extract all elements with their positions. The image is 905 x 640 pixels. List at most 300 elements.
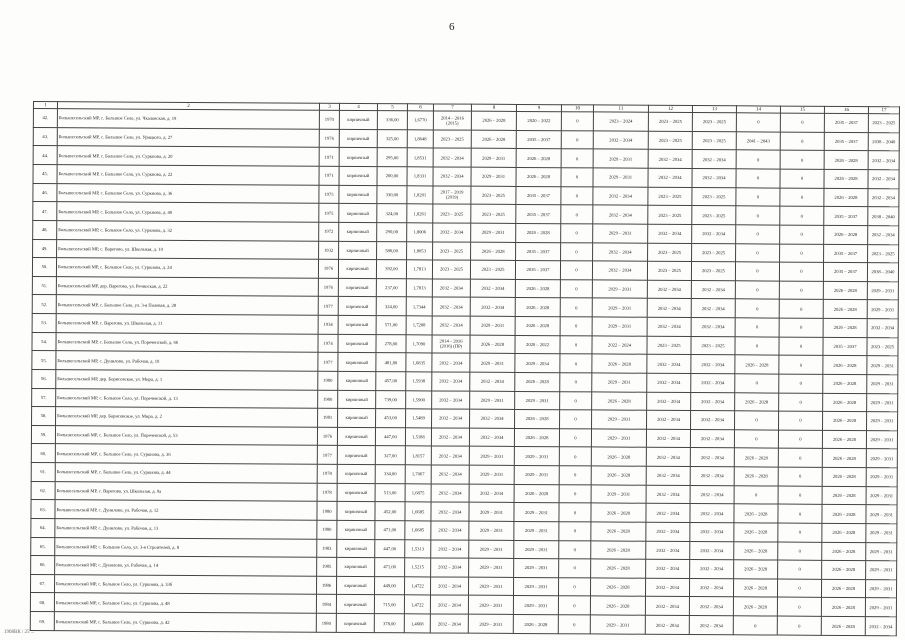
table-cell: 2032 – 2034	[470, 298, 515, 317]
table-cell: 2032 – 2034	[430, 595, 468, 614]
table-cell: 2026 – 2028	[471, 130, 516, 149]
table-cell: 0	[780, 132, 824, 151]
table-cell: 2023 – 2025	[648, 206, 692, 225]
table-cell: 2026 – 2028	[824, 151, 868, 170]
table-cell: 0	[778, 560, 822, 579]
table-cell: 2029 – 2031	[591, 485, 646, 504]
table-cell: 1975	[319, 204, 339, 223]
table-cell: 2032 – 2034	[432, 353, 470, 372]
table-cell: 2026 – 2028	[735, 355, 779, 374]
table-cell: 2026 – 2028	[823, 318, 867, 337]
table-cell: 1,7090	[406, 334, 432, 353]
address-cell: Большесельский МР, с. Варегово, ул. Школьная, д. 10	[57, 239, 319, 259]
table-cell: 2032 – 2034	[469, 428, 514, 447]
table-cell: 2035 – 2037	[823, 337, 867, 356]
table-cell: 2014 – 2016 (2015)	[433, 111, 471, 130]
table-cell: 0	[779, 337, 823, 356]
address-cell: Большесельский МР, с. Большое Село, ул. Суркнова, д. 20	[57, 146, 319, 166]
table-cell: 2032 – 2034	[689, 616, 733, 635]
table-cell: 471,00	[375, 521, 405, 540]
table-cell: 2032 – 2034	[646, 559, 690, 578]
table-cell: 2029 – 2031	[593, 168, 648, 187]
table-cell: 2029 – 2031	[468, 596, 513, 615]
table-cell: 68.	[30, 593, 54, 612]
table-cell: 2032 – 2034	[648, 168, 692, 187]
table-cell: 2032 – 2034	[692, 150, 736, 169]
table-cell: 2026 – 2028	[514, 484, 559, 503]
table-cell: 2026 – 2028	[592, 391, 647, 410]
table-cell: 67.	[30, 574, 54, 593]
header-cell: 6	[407, 104, 433, 111]
table-cell: 2032 – 2034	[593, 187, 648, 206]
table-cell: 2032 – 2034	[645, 615, 689, 634]
table-cell: кирпичный	[338, 390, 376, 409]
table-cell: 295,00	[377, 148, 407, 167]
table-cell: 2023 – 2025	[868, 244, 899, 263]
address-cell: Большесельский МР, с. Варегово, ул. Школьная, д. 11	[56, 314, 318, 334]
table-cell: 2032 – 2034	[433, 167, 471, 186]
table-cell: 2026 – 2028	[591, 466, 646, 485]
table-cell: 1,7208	[406, 316, 432, 335]
table-cell: 2032 – 2034	[691, 280, 735, 299]
table-cell: 63.	[31, 500, 55, 519]
table-cell: 0	[735, 411, 779, 430]
table-cell: 1,7067	[405, 465, 431, 484]
page-footer: 1908ВК / 25 ...	[4, 630, 35, 635]
table-cell: 1980	[317, 520, 337, 539]
table-cell: 64.	[31, 518, 55, 537]
table-cell: 0	[778, 486, 822, 505]
table-cell: 1976	[318, 259, 338, 278]
table-cell: 1934	[318, 315, 338, 334]
table-cell: 2035 – 2037	[515, 261, 560, 280]
table-cell: 2032 – 2034	[430, 577, 468, 596]
table-cell: 2035 – 2037	[516, 205, 561, 224]
table-cell: 2032 – 2034	[867, 319, 898, 338]
table-cell: 2029 – 2031	[514, 447, 559, 466]
table-cell: 2026 – 2028	[516, 149, 561, 168]
table-cell: кирпичный	[338, 297, 376, 316]
address-cell: Большесельский МР, с. Большое Село, ул. Суркнова, д. 36	[57, 183, 319, 203]
table-cell: 2032 – 2034	[432, 409, 470, 428]
table-cell: 2029 – 2031	[471, 223, 516, 242]
table-cell: 200,00	[377, 167, 407, 186]
table-cell: 2029 – 2031	[471, 149, 516, 168]
table-cell: 2032 – 2034	[648, 224, 692, 243]
address-cell: Большесельский МР, с. Большое Село, ул. Суркнова, д. 32	[57, 221, 319, 241]
table-cell: кирпичный	[336, 595, 374, 614]
table-cell: 0	[735, 299, 779, 318]
table-cell: 1,4722	[404, 577, 430, 596]
table-cell: 61.	[31, 463, 55, 482]
table-cell: 0	[778, 448, 822, 467]
table-cell: 0	[560, 317, 592, 336]
table-cell: 2029 – 2031	[866, 430, 897, 449]
table-cell: 2032 – 2034	[690, 429, 734, 448]
table-cell: 2029 – 2031	[469, 558, 514, 577]
table-cell: 2029 – 2031	[470, 391, 515, 410]
table-cell: 2023 – 2025	[867, 337, 898, 356]
address-cell: Большесельский МР, с. Большое Село, ул. Пореченской, д. 53	[55, 425, 317, 445]
table-cell: 2023 – 2025	[647, 261, 691, 280]
table-cell: 0	[779, 355, 823, 374]
table-cell: 1974	[318, 334, 338, 353]
table-cell: 1980	[318, 371, 338, 390]
table-cell: 0	[561, 224, 593, 243]
table-cell: кирпичный	[337, 558, 375, 577]
address-cell: Большесельский МР, с. Большое Село, ул. Суркнова, д. 36	[55, 444, 317, 464]
table-cell: 0	[735, 281, 779, 300]
table-cell: 2032 – 2034	[689, 597, 733, 616]
table-cell: 2032 – 2034	[646, 429, 690, 448]
table-cell: 1,4668	[404, 614, 430, 633]
table-cell: 1,7344	[406, 297, 432, 316]
table-cell: кирпичный	[339, 148, 377, 167]
table-cell: 43.	[33, 127, 57, 146]
table-cell: 2032 – 2034	[868, 151, 899, 170]
table-cell: 0	[778, 504, 822, 523]
table-cell: 1,8331	[407, 167, 433, 186]
header-cell: 11	[593, 105, 648, 113]
table-cell: 2029 – 2031	[866, 561, 897, 580]
table-cell: 2032 – 2034	[431, 502, 469, 521]
table-cell: 1,5900	[406, 390, 432, 409]
table-cell: 2029 – 2031	[867, 412, 898, 431]
table-cell: 2029 – 2034	[515, 354, 560, 373]
table-cell: 2032 – 2034	[690, 467, 734, 486]
table-cell: 2023 – 2025	[432, 260, 470, 279]
header-cell: 8	[471, 104, 516, 111]
table-cell: 1980	[317, 502, 337, 521]
table-cell: 1,7813	[406, 260, 432, 279]
table-cell: кирпичный	[336, 613, 374, 632]
table-cell: 0	[559, 447, 591, 466]
table-cell: 2032 – 2034	[868, 188, 899, 207]
table-cell: 1,5489	[406, 409, 432, 428]
table-cell: кирпичный	[339, 111, 377, 130]
table-cell: 0	[777, 597, 821, 616]
table-cell: 2023 – 2025	[433, 204, 471, 223]
table-cell: 2032 – 2034	[430, 614, 468, 633]
table-cell: 2029 – 2031	[867, 281, 898, 300]
table-cell: 0	[561, 168, 593, 187]
table-cell: 2023 – 2025	[648, 131, 692, 150]
table-cell: 2026 – 2028	[471, 242, 516, 261]
table-cell: 2032 – 2034	[646, 541, 690, 560]
table-cell: 0	[736, 187, 780, 206]
table-cell: 0	[560, 298, 592, 317]
table-cell: 513,00	[375, 483, 405, 502]
table-cell: 2032 – 2034	[593, 131, 648, 150]
table-cell: 2029 – 2031	[468, 614, 513, 633]
table-cell: 2029 – 2031	[592, 373, 647, 392]
header-cell: 16	[824, 106, 868, 113]
table-cell: 2029 – 2031	[591, 429, 646, 448]
table-cell: 0	[779, 411, 823, 430]
table-cell: 0	[559, 503, 591, 522]
table-cell: 2029 – 2031	[514, 503, 559, 522]
table-cell: 2032 – 2034	[431, 558, 469, 577]
table-cell: 2026 – 2028	[734, 541, 778, 560]
table-cell: 2029 – 2031	[468, 577, 513, 596]
table-cell: 481,80	[376, 353, 406, 372]
table-cell: 2032 – 2034	[646, 448, 690, 467]
table-cell: кирпичный	[338, 409, 376, 428]
table-cell: 1,8261	[407, 204, 433, 223]
table-cell: 2026 – 2028	[821, 579, 865, 598]
table-cell: 2029 – 2031	[515, 391, 560, 410]
table-cell: 2029 – 2031	[592, 410, 647, 429]
table-cell: кирпичный	[338, 353, 376, 372]
table-cell: 325,00	[377, 129, 407, 148]
table-cell: 2026 – 2028	[592, 354, 647, 373]
table-cell: 2026 – 2028	[734, 504, 778, 523]
table-cell: 2026 – 2028	[471, 111, 516, 130]
table-cell: 2029 – 2031	[867, 356, 898, 375]
table-cell: 0	[779, 299, 823, 318]
table-cell: 336,00	[377, 111, 407, 130]
table-cell: 2026 – 2028	[590, 578, 645, 597]
table-cell: кирпичный	[337, 483, 375, 502]
table-cell: 2029 – 2031	[593, 149, 648, 168]
table-cell: 59.	[31, 425, 55, 444]
table-cell: 1977	[317, 446, 337, 465]
table-cell: 2032 – 2034	[690, 560, 734, 579]
table-cell: 2032 – 2034	[647, 355, 691, 374]
table-cell: 2026 – 2028	[822, 449, 866, 468]
table-cell: 2026 – 2028	[516, 223, 561, 242]
table-cell: 0	[780, 113, 824, 132]
table-cell: 0	[780, 188, 824, 207]
table-cell: кирпичный	[338, 371, 376, 390]
table-cell: 2032 – 2034	[647, 410, 691, 429]
table-cell: 51.	[32, 276, 56, 295]
table-cell: 0	[735, 318, 779, 337]
table-cell: 2032 – 2034	[470, 279, 515, 298]
table-cell: 1983	[317, 539, 337, 558]
table-cell: 2032 – 2034	[647, 280, 691, 299]
address-cell: Большесельский МР, с. Большое Село, ул. 3-я Полевая, д. 28	[56, 295, 318, 315]
header-cell: 7	[433, 104, 471, 111]
table-cell: 1978	[317, 483, 337, 502]
table-cell: 2023 – 2025	[648, 187, 692, 206]
table-cell: 2029 – 2031	[592, 280, 647, 299]
table-cell: 1976	[317, 427, 337, 446]
table-cell: 2026 – 2028	[822, 542, 866, 561]
table-cell: 2026 – 2028	[824, 188, 868, 207]
table-cell: 1,5938	[406, 372, 432, 391]
table-cell: 0	[559, 466, 591, 485]
table-cell: кирпичный	[337, 520, 375, 539]
address-cell: Большесельский МР, с. Большое Село, ул. Суркнова, д. 24	[56, 258, 318, 278]
table-cell: 447,00	[375, 539, 405, 558]
header-cell: 15	[780, 106, 824, 113]
table-cell: 2023 – 2025	[691, 262, 735, 281]
table-cell: 2029 – 2031	[514, 465, 559, 484]
page-number: 6	[449, 21, 455, 33]
table-cell: 0	[780, 206, 824, 225]
table-cell: 0	[736, 206, 780, 225]
table-cell: 50.	[32, 258, 56, 277]
table-cell: 1,6685	[405, 502, 431, 521]
table-cell: 1,6770	[407, 111, 433, 130]
table-cell: 2026 – 2028	[591, 522, 646, 541]
table-cell: 0	[558, 615, 590, 634]
table-cell: 237,00	[376, 278, 406, 297]
header-cell: 10	[561, 105, 593, 112]
table-cell: 2026 – 2028	[591, 503, 646, 522]
header-cell: 9	[516, 104, 561, 111]
table-cell: 2032 – 2034	[691, 392, 735, 411]
table-cell: 2029 – 2031	[592, 298, 647, 317]
table-cell: 2029 – 2031	[469, 540, 514, 559]
table-cell: 42.	[33, 109, 57, 128]
table-cell: 2029 – 2031	[592, 317, 647, 336]
table-cell: 2035 – 2037	[823, 263, 867, 282]
table-cell: 2032 – 2034	[692, 224, 736, 243]
table-cell: 0	[560, 354, 592, 373]
table-cell: 2032 – 2034	[432, 372, 470, 391]
table-cell: 2026 – 2028	[824, 225, 868, 244]
table-cell: 2023 – 2025	[692, 187, 736, 206]
table-cell: 2023 – 2025	[648, 112, 692, 131]
table-body	[30, 102, 899, 636]
table-cell: 47.	[33, 202, 57, 221]
table-cell: 2035 – 2037	[824, 207, 868, 226]
table-cell: 2032 – 2034	[431, 484, 469, 503]
table-cell: 2032 – 2034	[648, 150, 692, 169]
table-cell: 2022 – 2024	[592, 336, 647, 355]
table-cell: 1,7813	[406, 279, 432, 298]
table-cell: 2026 – 2028	[822, 430, 866, 449]
address-cell: Большесельский МР, дер. Борисовское, ул. Мира, д. 2	[56, 407, 318, 427]
table-cell: 2020 – 2022	[515, 335, 560, 354]
table-cell: 0	[561, 242, 593, 261]
table-cell: 0	[561, 205, 593, 224]
table-cell: 2026 – 2028	[515, 316, 560, 335]
table-cell: 2023 – 2025	[471, 204, 516, 223]
table-cell: 2035 – 2037	[824, 132, 868, 151]
table-cell: 2026 – 2028	[515, 298, 560, 317]
table-cell: 2032 – 2034	[646, 466, 690, 485]
table-cell: 2029 – 2031	[469, 521, 514, 540]
table-cell: 2032 – 2034	[431, 428, 469, 447]
table-cell: 2029 – 2031	[866, 486, 897, 505]
table-cell: 0	[779, 281, 823, 300]
table-cell: 2029 – 2031	[469, 502, 514, 521]
address-cell: Большесельский МР, с. Большое Село, ул. Суркнова, д. 44	[55, 463, 317, 483]
table-cell: 2026 – 2028	[470, 335, 515, 354]
table-cell: 0	[779, 318, 823, 337]
table-cell: 1980	[316, 613, 336, 632]
table-cell: 2023 – 2025	[647, 336, 691, 355]
table-cell: 2026 – 2028	[822, 505, 866, 524]
table-cell: 0	[778, 523, 822, 542]
table-cell: 2032 – 2034	[690, 448, 734, 467]
table-cell: 2026 – 2028	[733, 579, 777, 598]
table-cell: 44.	[33, 146, 57, 165]
table-cell: 2023 – 2025	[433, 130, 471, 149]
table-cell: 2032 – 2034	[865, 617, 896, 636]
table-cell: 0	[779, 374, 823, 393]
table-cell: 2032 – 2034	[646, 504, 690, 523]
address-cell: Большесельский МР, дер. Борисовское, ул. Мира, д. 1	[56, 370, 318, 390]
table-cell: 586,00	[377, 241, 407, 260]
table-cell: 2032 – 2034	[647, 317, 691, 336]
table-cell: 1978	[317, 464, 337, 483]
table-cell: 2032 – 2034	[432, 279, 470, 298]
table-cell: 2029 – 2031	[867, 393, 898, 412]
table-cell: 2035 – 2037	[516, 242, 561, 261]
address-cell: Большесельский МР, с. Большое Село, ул. Пореченской, д. 13	[56, 388, 318, 408]
table-cell: 0	[780, 150, 824, 169]
table-cell: 2032 – 2034	[868, 170, 899, 189]
table-cell: 290,00	[377, 223, 407, 242]
table-cell: 2032 – 2034	[647, 299, 691, 318]
table-cell: 1975	[319, 185, 339, 204]
table-cell: 0	[560, 335, 592, 354]
header-cell: 3	[319, 103, 339, 110]
table-cell: 1932	[319, 241, 339, 260]
table-cell: 0	[736, 225, 780, 244]
table-cell: 57.	[32, 388, 56, 407]
table-cell: 739,00	[376, 390, 406, 409]
table-cell: 0	[559, 540, 591, 559]
address-cell: Большесельский МР, с. Дунилово, ул. Рабочая, д. 12	[55, 500, 317, 520]
table-cell: 2032 – 2034	[691, 411, 735, 430]
table-cell: 2032 – 2034	[593, 242, 648, 261]
table-cell: 2023 – 2025	[692, 113, 736, 132]
table-cell: 0	[561, 131, 593, 150]
table-cell: 0	[558, 596, 590, 615]
table-cell: кирпичный	[339, 241, 377, 260]
table-cell: 2032 – 2034	[691, 373, 735, 392]
table-cell: 392,00	[376, 260, 406, 279]
table-cell: 2026 – 2028	[823, 412, 867, 431]
table-cell: 60.	[31, 444, 55, 463]
address-cell: Большесельский МР, с. Большое Село, ул. Суркнова, д. 48	[54, 593, 316, 613]
table-cell: 0	[559, 559, 591, 578]
table-cell: 2035 – 2037	[824, 244, 868, 263]
table-cell: 2026 – 2028	[591, 540, 646, 559]
table-cell: 1970	[319, 110, 339, 129]
table-cell: 0	[733, 616, 777, 635]
table-cell: 0	[558, 578, 590, 597]
table-cell: 2026 – 2028	[823, 393, 867, 412]
table-cell: 0	[559, 522, 591, 541]
address-cell: Большесельский МР, с. Большое Село, ул. Чкаловская, д. 19	[57, 109, 319, 129]
table-cell: 0	[560, 373, 592, 392]
header-cell: 5	[377, 104, 407, 111]
table-cell: 2032 – 2034	[431, 465, 469, 484]
table-cell: 1,6875	[405, 483, 431, 502]
table-cell: кирпичный	[338, 334, 376, 353]
header-cell: 1	[33, 102, 57, 109]
table-cell: 2029 – 2031	[866, 505, 897, 524]
table-cell: 0	[560, 410, 592, 429]
table-cell: 2041 – 2043	[736, 132, 780, 151]
repair-schedule-table	[30, 101, 900, 636]
table-cell: 56.	[32, 369, 56, 388]
address-cell: Большесельский МР, с. Дунилово, ул. Рабочая, д. 13	[55, 519, 317, 539]
table-cell: 2032 – 2034	[647, 373, 691, 392]
address-cell: Большесельский МР, с. Дунилово, ул. Рабочая, д. 14	[55, 556, 317, 576]
table-cell: 2032 – 2034	[432, 297, 470, 316]
table-cell: 2029 – 2031	[469, 465, 514, 484]
table-cell: 1,5186	[405, 428, 431, 447]
table-cell: кирпичный	[339, 204, 377, 223]
table-cell: 0	[736, 169, 780, 188]
